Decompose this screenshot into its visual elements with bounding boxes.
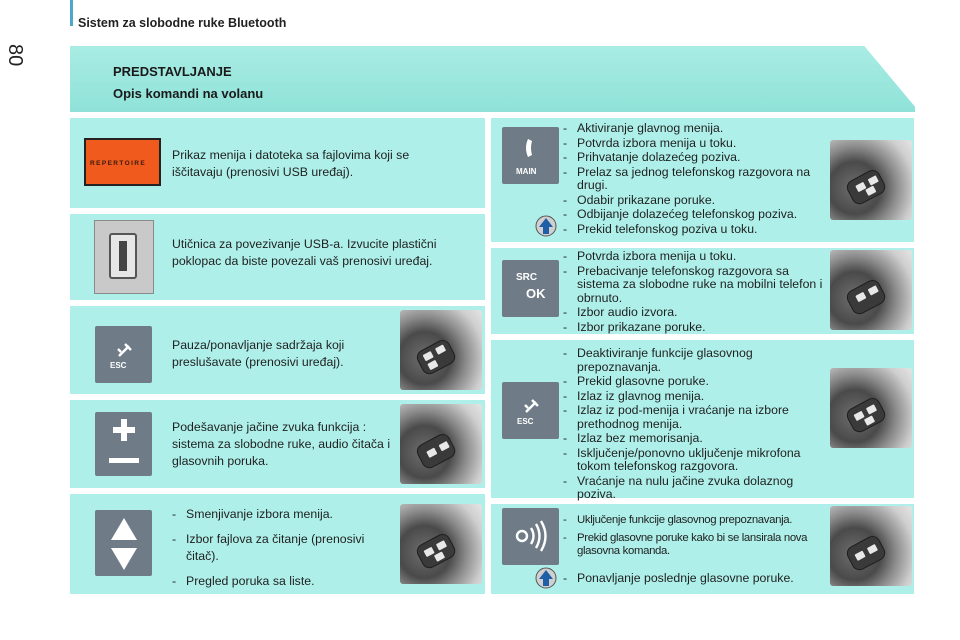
src-label: SRC: [516, 272, 538, 283]
list-item: - Smenjivanje izbora menija.: [170, 506, 400, 523]
list-item: - Izlaz bez memorisanja.: [561, 432, 829, 446]
ok-label: OK: [526, 286, 546, 301]
panel-repertoire: [70, 118, 485, 208]
steering-wheel-image: [400, 504, 482, 584]
esc-label: ESC: [517, 417, 534, 426]
panel-src-ok: [491, 248, 914, 334]
panel-usb: [70, 214, 485, 300]
list-item: - Izbor fajlova za čitanje (prenosivi čitač).: [170, 531, 400, 565]
up-arrow-icon: [535, 567, 557, 589]
panel-main: [491, 118, 914, 242]
list-item: - Isključenje/ponovno uključenje mikrofona tokom telefonskog razgovora.: [561, 447, 829, 474]
steering-wheel-image: [400, 310, 482, 390]
list-item: - Prekid glasovne poruke kako bi se lansirala nova glasovna komanda.: [561, 532, 831, 559]
list-item: - Prekid telefonskog poziva u toku.: [561, 223, 829, 237]
steering-wheel-image: [830, 140, 912, 220]
plus-minus-icon: [95, 412, 152, 476]
list-item: - Prekid glasovne poruke.: [561, 375, 829, 389]
list-item: - Uključenje funkcije glasovnog prepoznavanja.: [561, 514, 831, 528]
list-item: - Potvrda izbora menija u toku.: [561, 137, 829, 151]
header-band: [70, 46, 915, 112]
page-title: PREDSTAVLJANJE: [113, 64, 232, 79]
panel-up-down: [70, 494, 485, 594]
list-item: - Vraćanje na nulu jačine zvuka dolaznog poziva.: [561, 475, 829, 502]
esc-button-icon: [502, 382, 559, 439]
list-item: - Deaktiviranje funkcije glasovnog prepoznavanja.: [561, 347, 829, 374]
list-item: - Prihvatanje dolazećeg poziva.: [561, 151, 829, 165]
src-ok-icon: [502, 260, 559, 317]
list-item: - Izbor audio izvora.: [561, 306, 829, 320]
list-item: - Izlaz iz glavnog menija.: [561, 390, 829, 404]
main-phone-icon: [502, 127, 559, 184]
list-item: - Pregled poruka sa liste.: [170, 573, 400, 590]
list-item: - Potvrda izbora menija u toku.: [561, 250, 829, 264]
repertoire-display-icon: [84, 138, 161, 186]
steering-wheel-image: [830, 368, 912, 448]
page-number: 80: [4, 44, 26, 67]
volume-description: Podešavanje jačine zvuka funkcija : sistema za slobodne ruke, audio čitača i glasovnih poruka.: [172, 420, 391, 468]
panel-volume: [70, 400, 485, 488]
list-item: - Izlaz iz pod-menija i vraćanje na izbore prethodnog menija.: [561, 404, 829, 431]
list-item: - Odbijanje dolazećeg telefonskog poziva.: [561, 208, 829, 222]
left-accent-bar: [70, 0, 73, 26]
repertoire-description: Prikaz menija i datoteka sa fajlovima koji se iščitavaju (prenosivi USB uređaj).: [172, 148, 410, 179]
main-label: MAIN: [516, 167, 537, 176]
usb-description: Utičnica za povezivanje USB-a. Izvucite plastični poklopac da biste povezali vaš prenosivi uređaj.: [172, 237, 437, 268]
section-title: Sistem za slobodne ruke Bluetooth: [78, 16, 287, 30]
list-item: - Izbor prikazane poruke.: [561, 321, 829, 335]
up-arrow-icon: [535, 215, 557, 237]
list-item: - Prebacivanje telefonskog razgovora sa sistema za slobodne ruke na mobilni telefon i obrnuto.: [561, 265, 829, 306]
panel-voice: [491, 504, 914, 594]
voice-recognition-icon: [502, 508, 559, 565]
esc-button-icon: [95, 326, 152, 383]
panel-esc: [491, 340, 914, 501]
steering-wheel-image: [400, 404, 482, 484]
list-item: - Odabir prikazane poruke.: [561, 194, 829, 208]
repertoire-label: REPERTOIRE: [90, 160, 147, 167]
steering-wheel-image: [830, 250, 912, 330]
up-down-arrows-icon: [95, 510, 152, 576]
list-item: - Ponavljanje poslednje glasovne poruke.: [561, 572, 831, 586]
usb-socket-icon: [94, 220, 154, 294]
page-subtitle: Opis komandi na volanu: [113, 86, 264, 101]
esc-pause-description: Pauza/ponavljanje sadržaja koji preslušavate (prenosivi uređaj).: [172, 338, 345, 369]
panel-esc-pause: [70, 306, 485, 394]
list-item: - Prelaz sa jednog telefonskog razgovora na drugi.: [561, 166, 829, 193]
esc-label: ESC: [110, 361, 127, 370]
list-item: - Aktiviranje glavnog menija.: [561, 122, 829, 136]
steering-wheel-image: [830, 506, 912, 586]
